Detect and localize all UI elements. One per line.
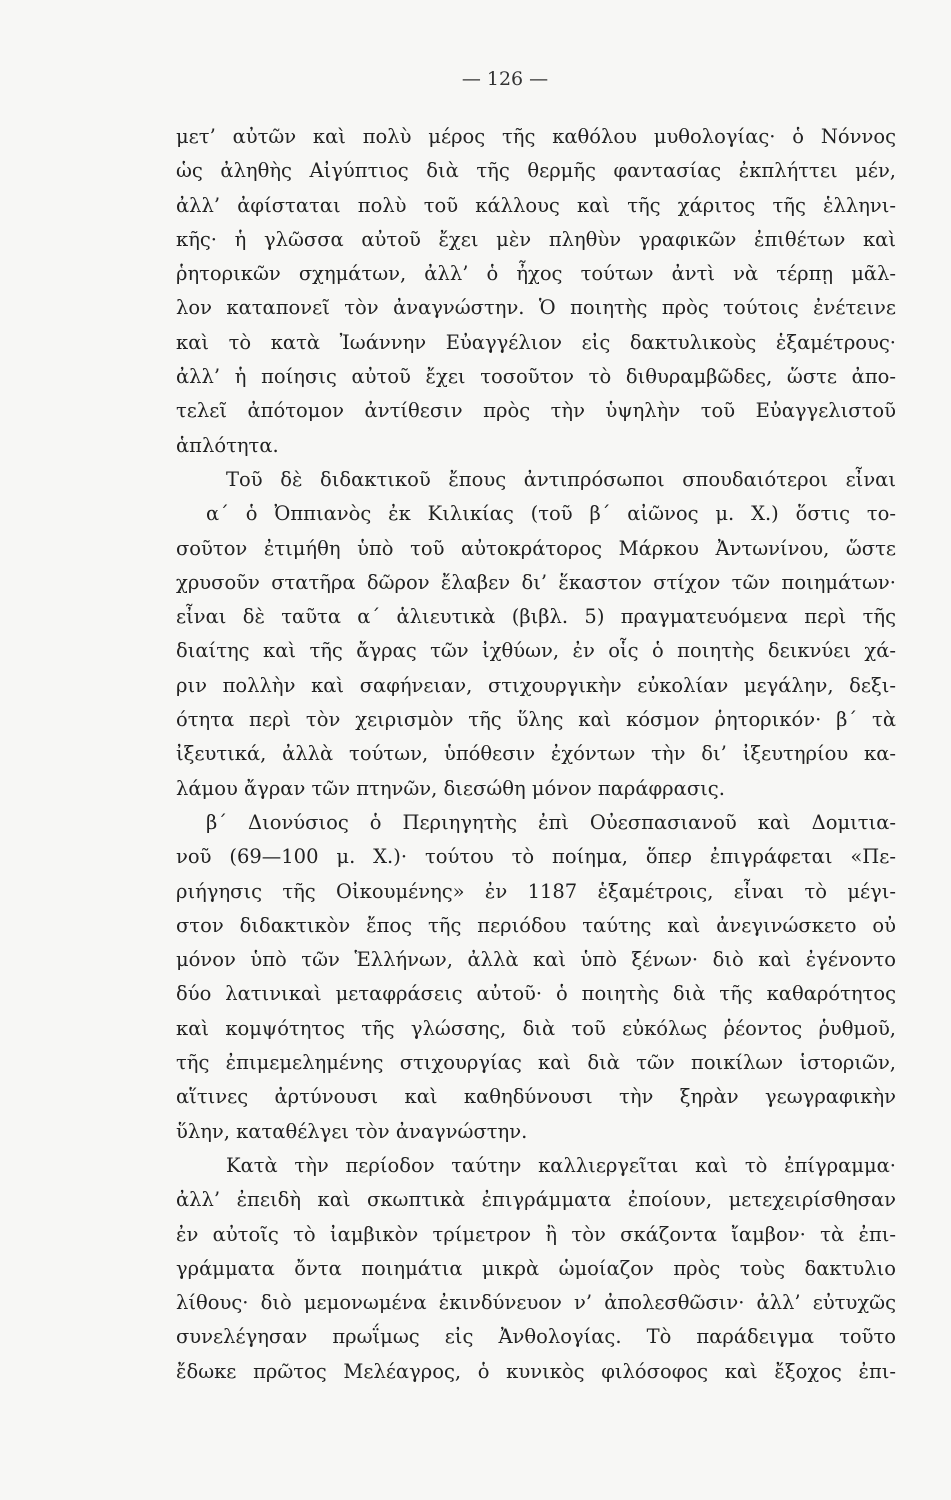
text-line: μετ’ αὐτῶν καὶ πολὺ μέρος τῆς καθόλου μυθολογίας· ὁ Νόννος <box>176 125 896 148</box>
text-line: σοῦτον ἐτιμήθη ὑπὸ τοῦ αὐτοκράτορος Μάρκου Ἀντωνίνου, ὥστε <box>176 536 896 560</box>
text-line: α΄ ὁ Ὀππιανὸς ἐκ Κιλικίας (τοῦ β΄ αἰῶνος μ. Χ.) ὅστις το- <box>206 502 896 526</box>
text-line: νοῦ (69—100 μ. Χ.)· τούτου τὸ ποίημα, ὅπερ ἐπιγράφεται «Πε- <box>176 845 896 869</box>
text-line: αἵτινες ἀρτύνουσι καὶ καθηδύνουσι τὴν ξηρὰν γεωγραφικὴν <box>176 1085 896 1109</box>
text-line: τελεῖ ἀπότομον ἀντίθεσιν πρὸς τὴν ὑψηλὴν τοῦ Εὐαγγελιστοῦ <box>176 399 896 423</box>
text-line: γράμματα ὄντα ποιημάτια μικρὰ ὡμοίαζον πρὸς τοὺς δακτυλιο <box>176 1256 896 1280</box>
text-line: συνελέγησαν πρωΐμως εἰς Ἀνθολογίας. Τὸ παράδειγμα τοῦτο <box>176 1325 896 1349</box>
text-line: ἔδωκε πρῶτος Μελέαγρος, ὁ κυνικὸς φιλόσοφος καὶ ἔξοχος ἐπι- <box>176 1359 896 1383</box>
text-line: ἐν αὐτοῖς τὸ ἰαμβικὸν τρίμετρον ἢ τὸν σκάζοντα ἴαμβον· τὰ ἐπι- <box>176 1222 896 1246</box>
page-number: — 126 — <box>461 68 549 90</box>
text-line: ἰξευτικά, ἀλλὰ τούτων, ὑπόθεσιν ἐχόντων τὴν δι’ ἰξευτηρίου κα- <box>176 742 896 766</box>
text-line: ὡς ἀληθὴς Αἰγύπτιος διὰ τῆς θερμῆς φαντασίας ἐκπλήττει μέν, <box>176 159 896 183</box>
text-line: ότητα περὶ τὸν χειρισμὸν τῆς ὕλης καὶ κόσμον ῥητορικόν· β΄ τὰ <box>176 708 896 732</box>
text-line: β΄ Διονύσιος ὁ Περιηγητὴς ἐπὶ Οὐεσπασιανοῦ καὶ Δομιτια- <box>206 810 896 834</box>
text-line: καὶ τὸ κατὰ Ἰωάννην Εὐαγγέλιον εἰς δακτυλικοὺς ἑξαμέτρους· <box>176 330 896 354</box>
text-line: δύο λατινικαὶ μεταφράσεις αὐτοῦ· ὁ ποιητὴς διὰ τῆς καθαρότητος <box>176 982 896 1006</box>
text-line: διαίτης καὶ τῆς ἄγρας τῶν ἰχθύων, ἐν οἷς ὁ ποιητὴς δεικνύει χά- <box>176 639 896 663</box>
text-line: καὶ κομψότητος τῆς γλώσσης, διὰ τοῦ εὐκόλως ῥέοντος ῥυθμοῦ, <box>176 1016 896 1040</box>
text-line: στον διδακτικὸν ἔπος τῆς περιόδου ταύτης καὶ ἀνεγινώσκετο οὐ <box>176 913 896 937</box>
text-line: τῆς ἐπιμεμελημένης στιχουργίας καὶ διὰ τῶν ποικίλων ἱστοριῶν, <box>176 1051 896 1075</box>
text-line: ἁπλότητα. <box>176 433 279 457</box>
text-line: Κατὰ τὴν περίοδον ταύτην καλλιεργεῖται καὶ τὸ ἐπίγραμμα· <box>226 1153 896 1177</box>
text-line: ριήγησις τῆς Οἰκουμένης» ἐν 1187 ἑξαμέτροις, εἶναι τὸ μέγι- <box>176 879 896 903</box>
text-line: λον καταπονεῖ τὸν ἀναγνώστην. Ὁ ποιητὴς πρὸς τούτοις ἐνέτεινε <box>176 296 896 320</box>
text-line: ἀλλ’ ἡ ποίησις αὐτοῦ ἔχει τοσοῦτον τὸ διθυραμβῶδες, ὥστε ἀπο- <box>176 365 896 389</box>
text-line: ὕλην, καταθέλγει τὸν ἀναγνώστην. <box>176 1119 528 1143</box>
text-line: ῥητορικῶν σχημάτων, ἀλλ’ ὁ ἦχος τούτων ἀντὶ νὰ τέρπῃ μᾶλ- <box>176 262 896 286</box>
text-line: λίθους· διὸ μεμονωμένα ἐκινδύνευον ν’ ἀπολεσθῶσιν· ἀλλ’ εὐτυχῶς <box>176 1291 896 1315</box>
text-line: κῆς· ἡ γλῶσσα αὐτοῦ ἔχει μὲν πληθὺν γραφικῶν ἐπιθέτων καὶ <box>176 227 896 251</box>
text-line: ριν πολλὴν καὶ σαφήνειαν, στιχουργικὴν εὐκολίαν μεγάλην, δεξι- <box>176 673 896 697</box>
text-line: ἀλλ’ ἀφίσταται πολὺ τοῦ κάλλους καὶ τῆς χάριτος τῆς ἑλληνι- <box>176 193 896 217</box>
text-line: ἀλλ’ ἐπειδὴ καὶ σκωπτικὰ ἐπιγράμματα ἐποίουν, μετεχειρίσθησαν <box>176 1188 896 1212</box>
text-line: εἶναι δὲ ταῦτα α΄ ἁλιευτικὰ (βιβλ. 5) πραγματευόμενα περὶ τῆς <box>176 605 896 629</box>
text-line: Τοῦ δὲ διδακτικοῦ ἔπους ἀντιπρόσωποι σπουδαιότεροι εἶναι <box>226 467 896 491</box>
text-line: χρυσοῦν στατῆρα δῶρον ἔλαβεν δι’ ἕκαστον στίχον τῶν ποιημάτων· <box>176 570 896 594</box>
text-line: λάμου ἄγραν τῶν πτηνῶν, διεσώθη μόνον παράφρασις. <box>176 776 725 800</box>
body-text <box>176 120 896 1389</box>
text-line: μόνον ὑπὸ τῶν Ἑλλήνων, ἀλλὰ καὶ ὑπὸ ξένων· διὸ καὶ ἐγένοντο <box>176 948 896 972</box>
